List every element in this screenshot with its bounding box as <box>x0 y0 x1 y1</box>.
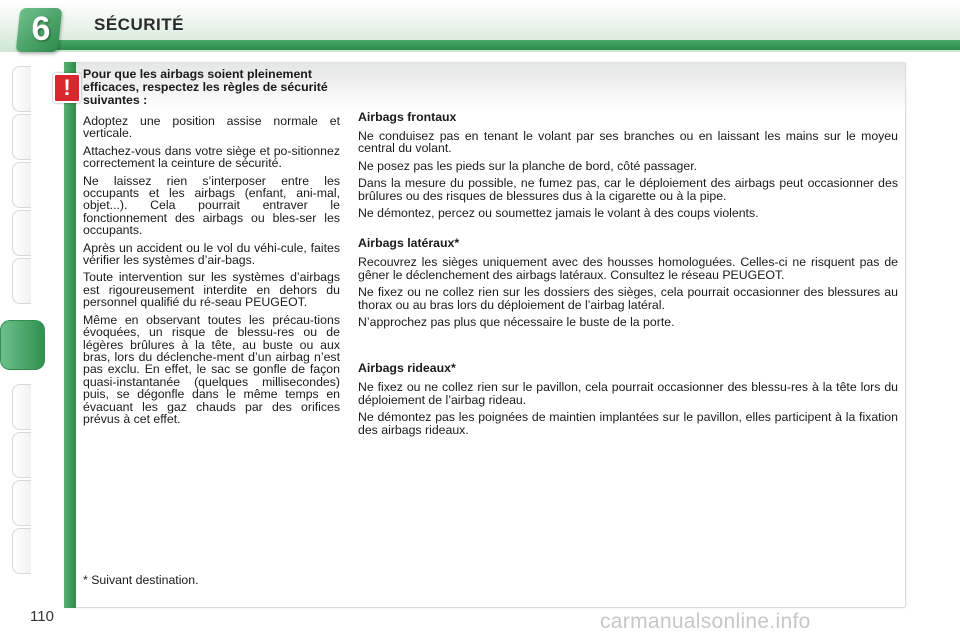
section-paragraph: Ne conduisez pas en tenant le volant par ses branches ou en laissant les mains sur le moyeu central du volant. <box>358 129 898 156</box>
airbag-sections <box>358 111 898 441</box>
warning-paragraph: Adoptez une position assise normale et verticale. <box>83 114 340 141</box>
section-paragraph: Recouvrez les sièges uniquement avec des housses homologuées. Celles-ci ne risquent pas de gêner le déclenchement des airbags latéraux. Consultez le réseau PEUGEOT. <box>358 255 898 282</box>
panel-accent-bar <box>64 62 76 608</box>
section-paragraph: Ne démontez, percez ou soumettez jamais le volant à des coups violents. <box>358 206 759 221</box>
page-number: 110 <box>30 608 54 625</box>
section-paragraph: Dans la mesure du possible, ne fumez pas, car le déploiement des airbags peut occasionner des brûlures ou des risques de blessures dus à la cigarette ou à la pipe. <box>358 176 898 203</box>
section-front-airbags <box>358 111 898 219</box>
warning-column <box>83 68 340 430</box>
chapter-number: 6 <box>31 10 51 48</box>
warning-paragraph: Après un accident ou le vol du véhi-cule, faites vérifier les systèmes d’air-bags. <box>83 240 340 268</box>
section-side-airbags <box>358 237 898 328</box>
chapter-tab-7[interactable] <box>12 384 31 430</box>
header-rule <box>52 40 960 50</box>
section-paragraph: Ne démontez pas les poignées de maintien implantées sur le pavillon, elles participent à la fixation des airbags rideaux. <box>358 410 898 437</box>
section-curtain-airbags <box>358 362 898 436</box>
warning-heading: Pour que les airbags soient pleinement efficaces, respectez les règles de sécurité suivantes : <box>83 67 328 107</box>
exclamation-warning-icon <box>53 73 81 103</box>
warning-paragraph: Ne laissez rien s’interposer entre les occupants et les airbags (enfant, ani-mal, objet...). Cela pourrait entraver le fonctionnement des airbags ou bles-ser les occupants. <box>83 173 340 238</box>
section-paragraph: Ne fixez ou ne collez rien sur les dossiers des sièges, cela pourrait occasionner des blessures au thorax ou au bras lors du déploiement de l’airbag latéral. <box>358 285 898 312</box>
warning-paragraph: Toute intervention sur les systèmes d’airbags est rigoureusement interdite en dehors du personnel qualifié du ré-seau PEUGEOT. <box>83 270 340 310</box>
chapter-tab-9[interactable] <box>12 480 31 526</box>
chapter-tab-5[interactable] <box>12 258 31 304</box>
chapter-tab-1[interactable] <box>12 66 31 112</box>
chapter-title: SÉCURITÉ <box>94 15 184 34</box>
watermark: carmanualsonline.info <box>600 610 811 633</box>
section-paragraph: N’approchez pas plus que nécessaire le buste de la porte. <box>358 315 675 330</box>
chapter-tabs <box>12 66 34 576</box>
warning-symbol: ! <box>63 75 71 100</box>
section-title: Airbags frontaux <box>358 110 457 124</box>
warning-paragraph: Attachez-vous dans votre siège et po-sitionnez correctement la ceinture de sécurité. <box>83 143 340 171</box>
chapter-tab-10[interactable] <box>12 528 31 574</box>
section-title: Airbags latéraux* <box>358 236 460 251</box>
chapter-tab-2[interactable] <box>12 114 31 160</box>
footnote: * Suivant destination. <box>83 573 199 587</box>
warning-paragraph: Même en observant toutes les précau-tions évoquées, un risque de blessu-res ou de légères brûlures à la tête, au buste ou aux bras, lors du déclenche-ment d’un airbag n’est pas exclu. En effet, le sac se gonfle de façon quasi-instantanée (quelques millisecondes) puis, se dégonfle dans le même temps en évacuant les gaz chauds par des orifices prévus à cet effet. <box>83 312 340 426</box>
section-title: Airbags rideaux* <box>358 361 456 376</box>
chapter-tab-3[interactable] <box>12 162 31 208</box>
section-paragraph: Ne fixez ou ne collez rien sur le pavillon, cela pourrait occasionner des blessu-res à la tête lors du déploiement de l’airbag rideau. <box>358 380 898 407</box>
section-paragraph: Ne posez pas les pieds sur la planche de bord, côté passager. <box>358 158 698 173</box>
chapter-tab-8[interactable] <box>12 432 31 478</box>
chapter-tab-4[interactable] <box>12 210 31 256</box>
chapter-tab-6-active[interactable] <box>0 320 45 370</box>
